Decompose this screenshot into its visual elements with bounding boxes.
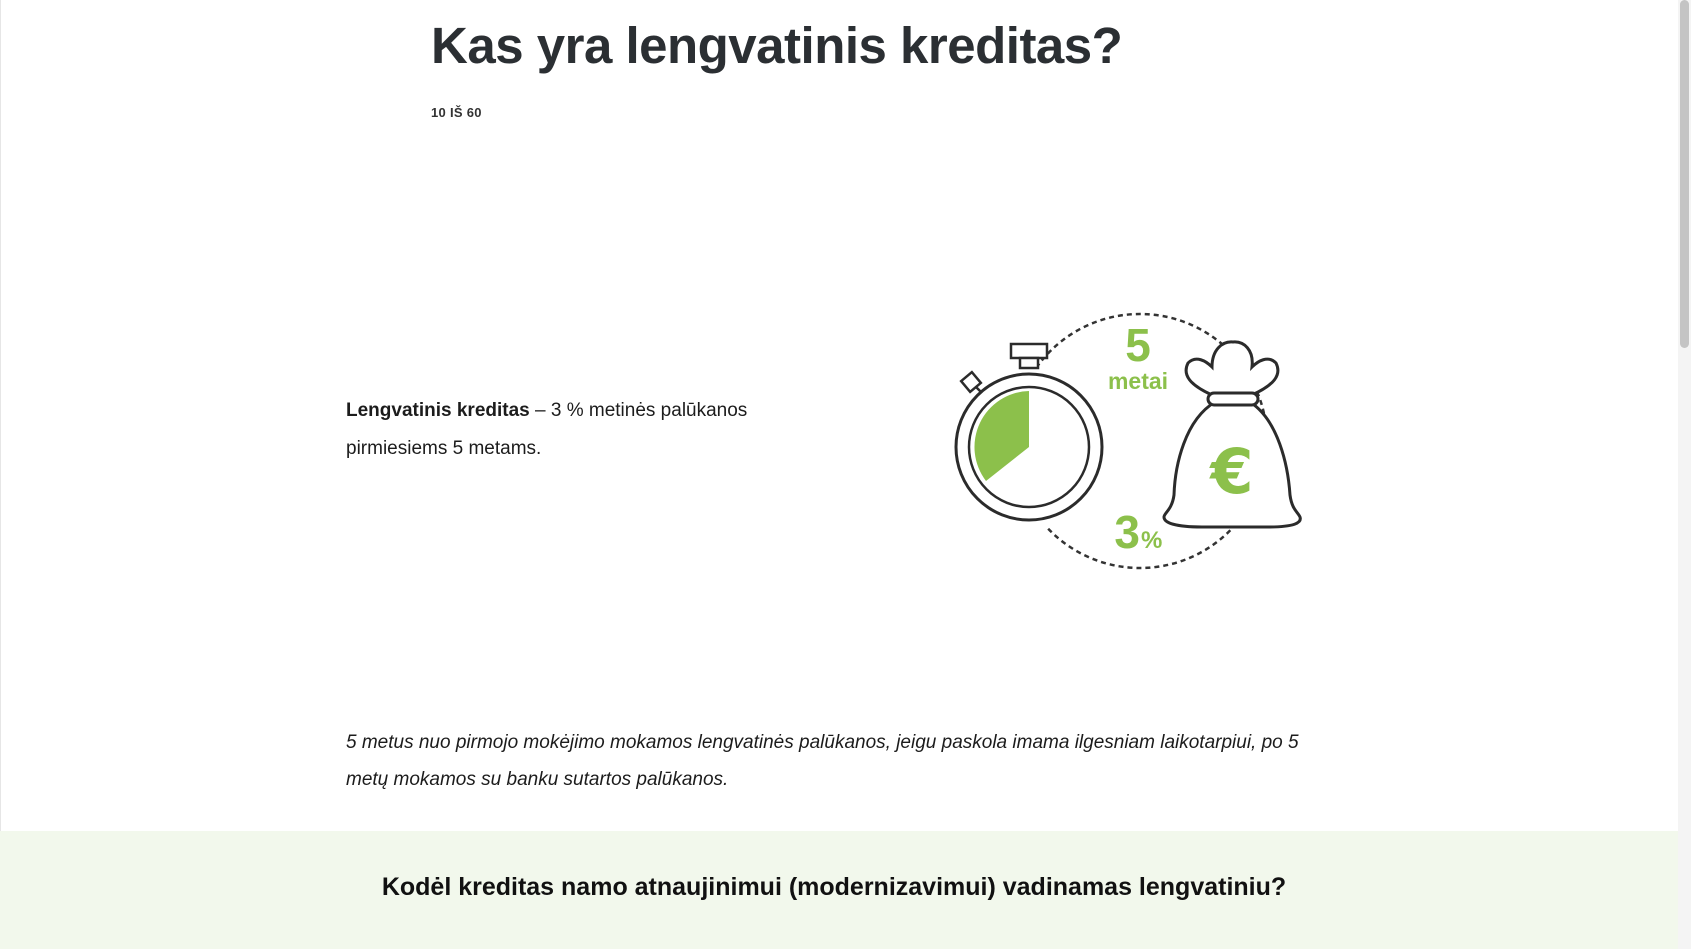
years-value: 5 — [1125, 319, 1151, 371]
intro-paragraph — [346, 392, 766, 468]
page-title: Kas yra lengvatinis kreditas? — [431, 17, 1123, 74]
scrollbar-thumb[interactable] — [1680, 0, 1689, 348]
stopwatch-icon — [950, 344, 1110, 529]
slide-counter: 10 IŠ 60 — [431, 105, 482, 120]
faq-section — [0, 831, 1678, 949]
intro-text: – 3 % metinės palūkanos pirmiesiems 5 metams. — [346, 400, 748, 459]
page-edge — [0, 0, 1, 949]
faq-question-heading[interactable]: Kodėl kreditas namo atnaujinimui (modernizavimui) vadinamas lengvatiniu? — [381, 873, 1287, 901]
rate-unit: % — [1141, 527, 1163, 554]
rate-note: 5 metus nuo pirmojo mokėjimo mokamos lengvatinės palūkanos, jeigu paskola imama ilgesniam laikotarpiui, po 5 metų mokamos su banku sutartos palūkanos. — [346, 732, 1299, 790]
money-bag-icon — [1164, 342, 1300, 527]
rate-value: 3 — [1114, 506, 1140, 558]
credit-illustration — [950, 305, 1330, 575]
intro-term: Lengvatinis kreditas — [346, 400, 530, 421]
scrollbar[interactable] — [1678, 0, 1691, 949]
years-label: metai — [1107, 368, 1169, 394]
currency-symbol: € — [1210, 435, 1254, 508]
